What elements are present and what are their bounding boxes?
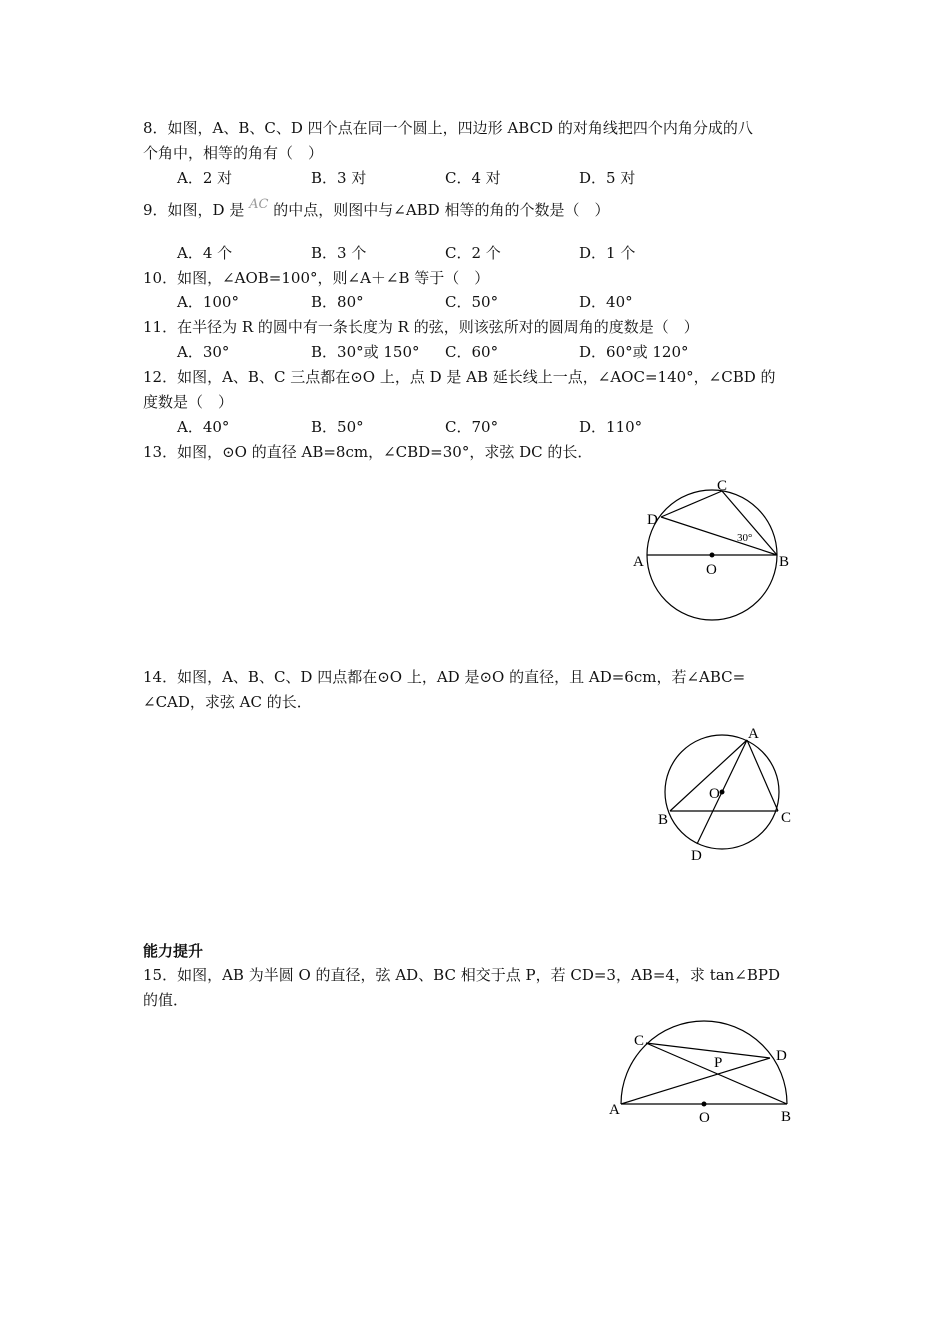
q15-label-c: C — [634, 1033, 645, 1049]
q9-arc-ac: AC — [249, 197, 269, 212]
q12-option-d: D．110° — [579, 418, 643, 436]
section-heading: 能力提升 — [143, 942, 204, 960]
q15-label-p: P — [714, 1055, 723, 1071]
q15-text-line1: 15．如图，AB 为半圆 O 的直径，弦 AD、BC 相交于点 P，若 CD=3，AB=4，求 tan∠BPD — [143, 966, 781, 984]
q9-option-b: B．3 个 — [311, 244, 367, 262]
q12-text-line1: 12．如图，A、B、C 三点都在⊙O 上，点 D 是 AB 延长线上一点，∠AOC=140°，∠CBD 的 — [143, 368, 776, 386]
q15-semicircle — [621, 1021, 787, 1104]
q14-text-line2: ∠CAD，求弦 AC 的长． — [143, 693, 312, 711]
q11-option-a: A．30° — [177, 343, 230, 361]
q9-text — [143, 197, 610, 222]
q15-center-dot — [702, 1102, 707, 1107]
q13-label-a: A — [633, 554, 644, 570]
q14-label-o: O — [709, 786, 720, 802]
q8-option-b: B．3 对 — [311, 169, 367, 187]
q9-text-pre: 9．如图，D 是 — [143, 201, 245, 219]
q12-option-a: A．40° — [177, 418, 230, 436]
q11-option-b: B．30°或 150° — [311, 343, 420, 361]
q9-option-c: C．2 个 — [445, 244, 501, 262]
q8-text-line2: 个角中，相等的角有（ ） — [143, 144, 324, 162]
q9-text-post: 的中点，则图中与∠ABD 相等的角的个数是（ ） — [273, 201, 610, 219]
q12-option-b: B．50° — [311, 418, 364, 436]
q15-label-b: B — [781, 1109, 792, 1125]
q15-label-a: A — [609, 1102, 620, 1118]
q15-label-o: O — [699, 1110, 710, 1126]
q10-option-c: C．50° — [445, 293, 499, 311]
q14-label-c: C — [781, 810, 792, 826]
q10-option-d: D．40° — [579, 293, 633, 311]
q13-label-d: D — [647, 512, 658, 528]
q8-option-d: D．5 对 — [579, 169, 636, 187]
q14-center-dot — [720, 790, 725, 795]
q11-option-c: C．60° — [445, 343, 499, 361]
q8-option-c: C．4 对 — [445, 169, 501, 187]
q15-figure — [600, 1010, 810, 1139]
q10-option-b: B．80° — [311, 293, 364, 311]
q13-text: 13．如图，⊙O 的直径 AB=8cm，∠CBD=30°，求弦 DC 的长． — [143, 443, 593, 461]
q9-option-d: D．1 个 — [579, 244, 636, 262]
q15-label-d: D — [776, 1048, 787, 1064]
q8-option-a: A．2 对 — [177, 169, 233, 187]
q13-chord-dc — [661, 491, 722, 517]
q13-figure — [625, 470, 800, 629]
q9-option-a: A．4 个 — [177, 244, 233, 262]
q13-center-dot — [710, 553, 715, 558]
q8-text-line1: 8．如图，A、B、C、D 四个点在同一个圆上，四边形 ABCD 的对角线把四个内角分成的八 — [143, 119, 753, 137]
q13-label-c: C — [717, 478, 728, 494]
q14-label-d: D — [691, 848, 702, 864]
q14-label-b: B — [658, 812, 669, 828]
q10-text: 10．如图，∠AOB=100°，则∠A＋∠B 等于（ ） — [143, 269, 490, 287]
q13-label-b: B — [779, 554, 790, 570]
q13-chord-db — [661, 517, 777, 555]
q12-option-c: C．70° — [445, 418, 499, 436]
q13-label-o: O — [706, 562, 717, 578]
q11-text: 11．在半径为 R 的圆中有一条长度为 R 的弦，则该弦所对的圆周角的度数是（ ） — [143, 318, 699, 336]
q14-label-a: A — [748, 726, 759, 742]
q15-text-line2: 的值． — [143, 991, 189, 1009]
q11-option-d: D．60°或 120° — [579, 343, 689, 361]
q12-text-line2: 度数是（ ） — [143, 393, 234, 411]
q14-figure — [645, 722, 805, 871]
q14-chord-ac — [747, 740, 778, 811]
q15-chord-bc — [646, 1043, 787, 1104]
q14-text-line1: 14．如图，A、B、C、D 四点都在⊙O 上，AD 是⊙O 的直径，且 AD=6cm，若∠ABC= — [143, 668, 746, 686]
q10-option-a: A．100° — [177, 293, 239, 311]
q13-label-angle: 30° — [737, 532, 753, 544]
